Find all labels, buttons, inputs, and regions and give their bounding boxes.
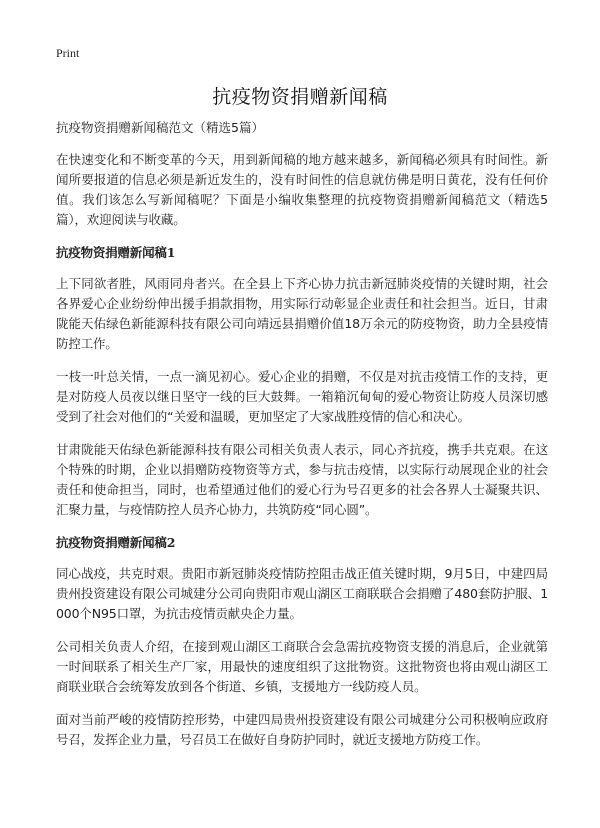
article-subtitle: 抗疫物资捐赠新闻稿范文（精选5篇） — [56, 120, 264, 135]
article-body — [56, 118, 548, 763]
section-2-paragraph-3: 面对当前严峻的疫情防控形势，中建四局贵州投资建设有限公司城建分公司积极响应政府号召，发挥企业力量，号召员工在做好自身防护同时，就近支援地方防疫工作。 — [56, 712, 548, 747]
section-heading-1: 抗疫物资捐赠新闻稿1 — [56, 245, 176, 260]
intro-paragraph: 在快速变化和不断变革的今天，用到新闻稿的地方越来越多，新闻稿必须具有时间性。新闻所要报道的信息必须是新近发生的，没有时间性的信息就仿佛是明日黄花，没有任何价值。我们该怎么写新闻稿呢？下面是小编收集整理的抗疫物资捐赠新闻稿范文（精选5篇），欢迎阅读与收藏。 — [56, 152, 548, 227]
print-link[interactable]: Print — [56, 46, 80, 60]
section-1-paragraph-3: 甘肃陇能天佑绿色新能源科技有限公司相关负责人表示，同心齐抗疫，携手共克艰。在这个特殊的时期，企业以捐赠防疫物资等方式，参与抗击疫情，以实际行动展现企业的社会责任和使命担当，同时，也希望通过他们的爱心行为号召更多的社会各界人士凝聚共识、汇聚力量，与疫情防控人员齐心协力，共筑防疫“同心圆”。 — [56, 442, 548, 517]
section-heading-2: 抗疫物资捐赠新闻稿2 — [56, 535, 176, 550]
section-2-paragraph-1: 同心战疫，共克时艰。贵阳市新冠肺炎疫情防控阻击战正值关键时期，9月5日，中建四局贵州投资建设有限公司城建分公司向贵阳市观山湖区工商联联合会捐赠了480套防护服、1000个N95口罩，为抗击疫情贡献央企力量。 — [56, 566, 548, 621]
section-1-paragraph-2: 一枝一叶总关情，一点一滴见初心。爱心企业的捐赠，不仅是对抗击疫情工作的支持，更是对防疫人员夜以继日坚守一线的巨大鼓舞。一箱箱沉甸甸的爱心物资让防疫人员深切感受到了社会对他们的“关爱和温暖，更加坚定了大家战胜疫情的信心和决心。 — [56, 369, 548, 424]
section-2-paragraph-2: 公司相关负责人介绍，在接到观山湖区工商联合会急需抗疫物资支援的消息后，企业就第一时间联系了相关生产厂家，用最快的速度组织了这批物资。这批物资也将由观山湖区工商联业联合会统筹发放到各个街道、乡镇，支援地方一线防疫人员。 — [56, 639, 548, 694]
section-1-paragraph-1: 上下同欲者胜，风雨同舟者兴。在全县上下齐心协力抗击新冠肺炎疫情的关键时期，社会各界爱心企业纷纷伸出援手捐款捐物，用实际行动彰显企业责任和社会担当。近日，甘肃陇能天佑绿色新能源科技有限公司向靖远县捐赠价值18万余元的防疫物资，助力全县疫情防控工作。 — [56, 276, 548, 351]
page-title: 抗疫物资捐赠新闻稿 — [212, 86, 388, 108]
